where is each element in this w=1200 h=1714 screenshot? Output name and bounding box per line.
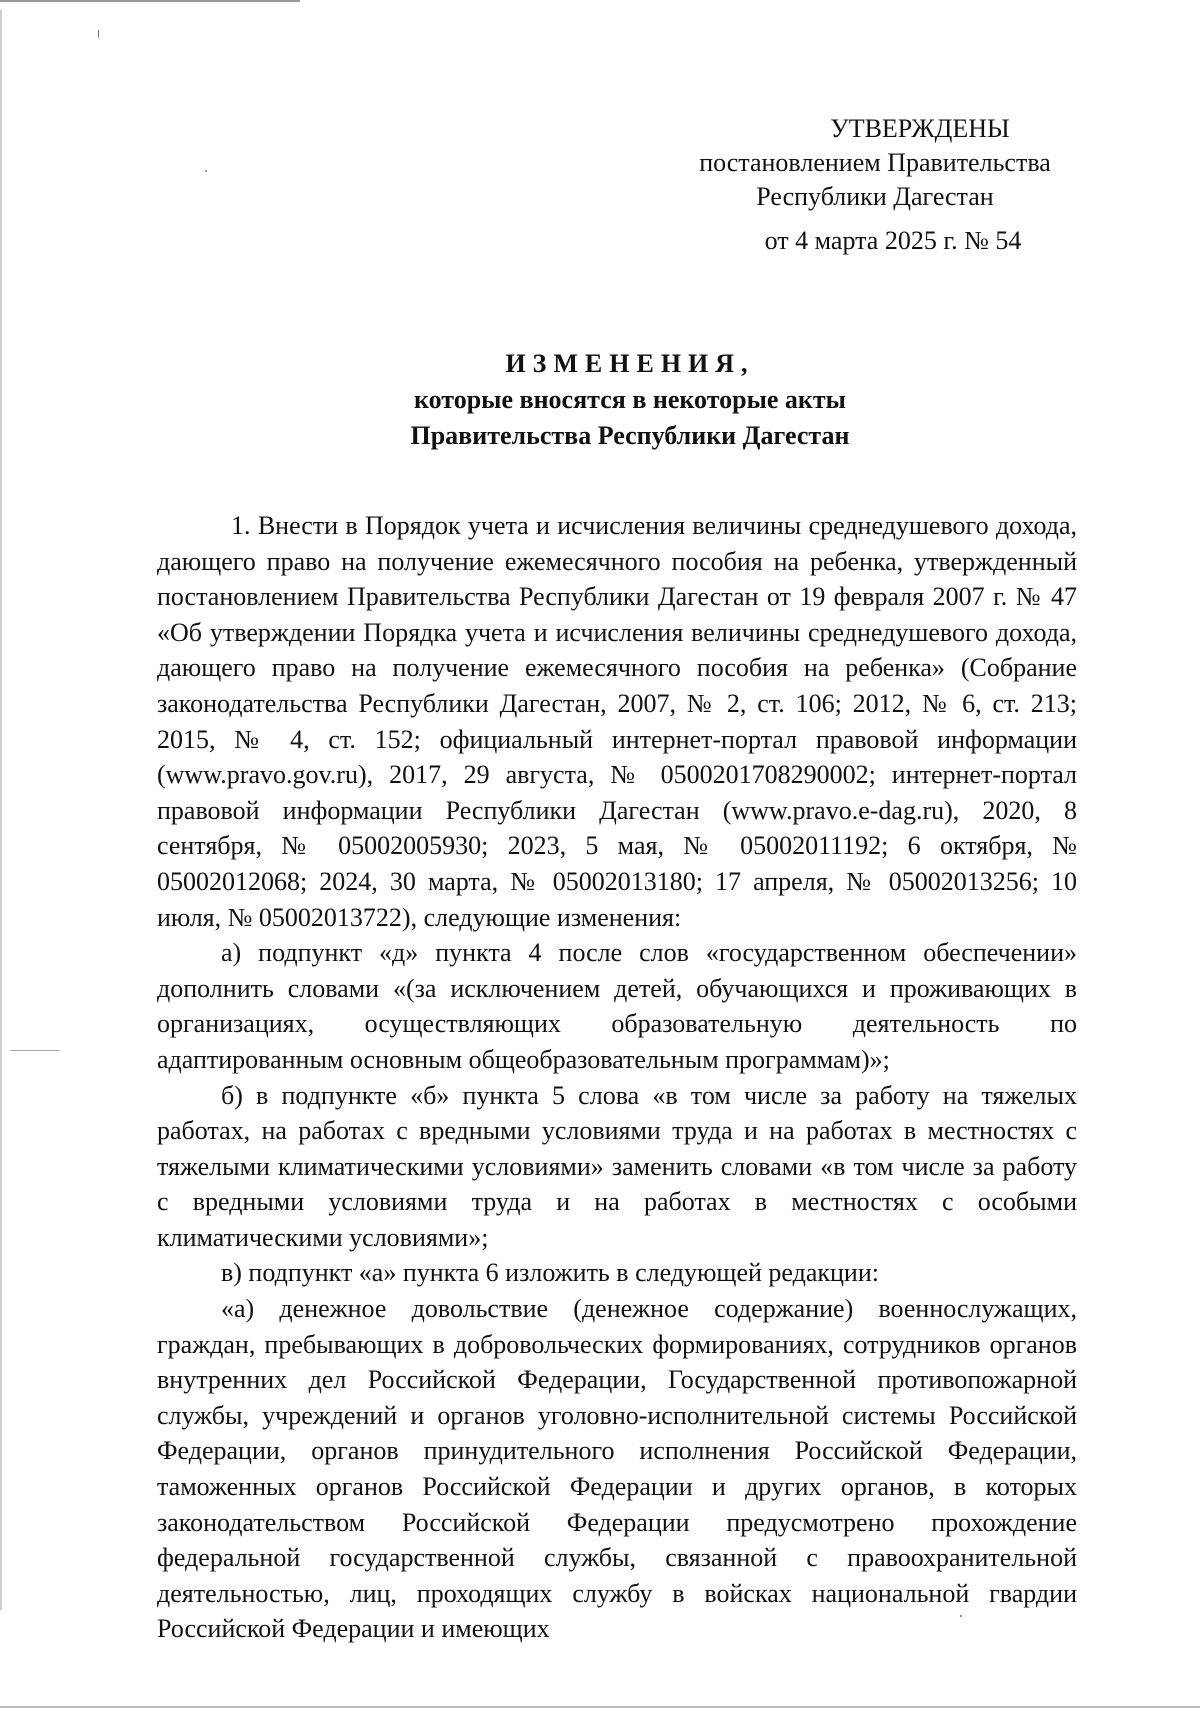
paragraph: б) в подпункте «б» пункта 5 слова «в том числе за работу на тяжелых работах, на работах с вредными условиями труда и на работах в местностях с тяжелыми климатическими условиями» заменить словами «в том числе за работу с вредными условиями труда и на работах в местностях с особыми климатическими условиями»; xyxy=(157,1080,1077,1252)
paragraph: а) подпункт «д» пункта 4 после слов «государственном обеспечении» дополнить словами «(за исключением детей, обучающихся и проживающих в организациях, осуществляющих образовательную деятельность по адаптированным основным общеобразовательным программам)»; xyxy=(157,938,1077,1074)
scan-speck xyxy=(98,30,99,38)
approval-block xyxy=(660,112,1090,258)
approval-heading: УТВЕРЖДЕНЫ xyxy=(830,114,1010,143)
document-body xyxy=(157,508,1077,1647)
scan-speck xyxy=(10,1050,60,1051)
approval-date: от 4 марта 2025 г. № 54 xyxy=(764,226,1022,255)
approval-line: Республики Дагестан xyxy=(756,182,994,211)
paragraph: «а) денежное довольствие (денежное содержание) военнослужащих, граждан, пребывающих в добровольческих формированиях, сотрудников органов внутренних дел Российской Федерации, Государственной противопожарной службы, учреждений и органов уголовно-исполнительной системы Российской Федерации, органов принудительного исполнения Российской Федерации, таможенных органов Российской Федерации и других органов, в которых законодательством Российской Федерации предусмотрено прохождение федеральной государственной службы, связанной с правоохранительной деятельностью, лиц, проходящих службу в войсках национальной гвардии Российской Федерации и имеющих xyxy=(157,1294,1077,1644)
paragraph: в) подпункт «а» пункта 6 изложить в следующей редакции: xyxy=(221,1258,879,1288)
title-line: Правительства Республики Дагестан xyxy=(410,421,850,450)
scan-edge-top xyxy=(0,0,300,2)
scan-edge-bottom xyxy=(0,1706,1200,1708)
title-main: ИЗМЕНЕНИЯ, xyxy=(505,349,755,378)
approval-line: постановлением Правительства xyxy=(699,148,1051,177)
scan-speck xyxy=(205,170,207,172)
scan-edge-left xyxy=(0,10,2,1610)
paragraph: 1. Внести в Порядок учета и исчисления величины среднедушевого дохода, дающего право на получение ежемесячного пособия на ребенка, утвержденный постановлением Правительства Республики Дагестан от 19 февраля 2007 г. № 47 «Об утверждении Порядка учета и исчисления величины среднедушевого дохода, дающего право на получение ежемесячного пособия на ребенка» (Собрание законодательства Республики Дагестан, 2007, № 2, ст. 106; 2012, № 6, ст. 213; 2015, № 4, ст. 152; официальный интернет-портал правовой информации (www.pravo.gov.ru), 2017, 29 августа, № 0500201708290002; интернет-портал правовой информации Республики Дагестан (www.pravo.e-dag.ru), 2020, 8 сентября, № 05002005930; 2023, 5 мая, № 05002011192; 6 октября, № 05002012068; 2024, 30 марта, № 05002013180; 17 апреля, № 05002013256; 10 июля, № 05002013722), следующие изменения: xyxy=(157,511,1077,932)
document-title xyxy=(220,346,1040,454)
title-line: которые вносятся в некоторые акты xyxy=(414,385,846,414)
